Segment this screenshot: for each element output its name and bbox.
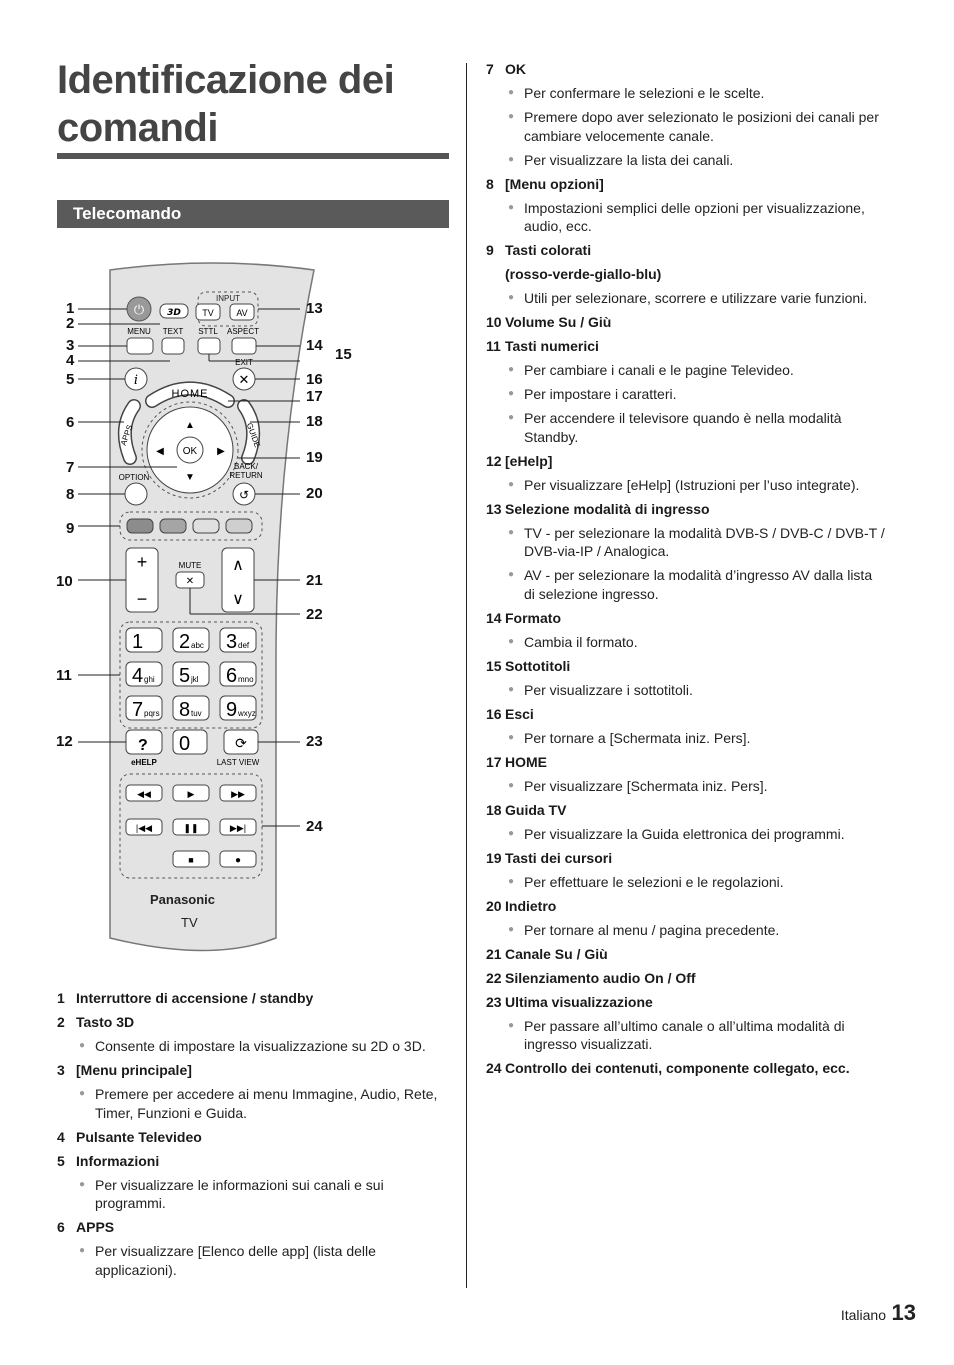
entry-heading: [486, 1059, 886, 1078]
entry-heading: [486, 897, 886, 916]
entry-number: 19: [486, 849, 502, 866]
av-input-label: AV: [236, 308, 248, 318]
bullet-text: Premere per accedere ai menu Immagine, Audio, Rete, Timer, Funzioni e Guida.: [95, 1086, 438, 1121]
sttl-button: [198, 338, 220, 354]
yellow-key: [193, 519, 219, 533]
entry-number: 17: [486, 753, 502, 770]
play-icon: ▶: [187, 789, 195, 799]
channel-down-icon: ∨: [232, 591, 244, 608]
bullet-text: Per tornare al menu / pagina precedente.: [524, 921, 780, 938]
numpad-digit: 8: [179, 699, 191, 721]
entry-title: Selezione modalità di ingresso: [505, 500, 710, 517]
description-list-right: [486, 60, 886, 1083]
bullet-dot-icon: ●: [508, 292, 515, 303]
guide-label: GUIDE: [244, 421, 262, 449]
entry-number: 11: [486, 338, 501, 354]
bullet-text: Per confermare le selezioni e le scelte.: [524, 85, 765, 101]
bullet-item: [486, 566, 886, 603]
bullet-text: Impostazioni semplici delle opzioni per visualizzazione, audio, ecc.: [524, 199, 865, 234]
entry-heading: [486, 241, 886, 260]
fast-forward-icon: ▶▶: [231, 789, 245, 799]
entry-subtitle: [486, 265, 886, 284]
numpad-digit: 7: [132, 699, 144, 721]
bullet-item: [486, 729, 886, 748]
bullet-dot-icon: ●: [508, 111, 515, 122]
bullet-item: [486, 199, 886, 236]
entry-heading: [486, 337, 886, 356]
menu-label: MENU: [127, 327, 151, 336]
blue-key: [226, 519, 252, 533]
entry-number: 5: [57, 1152, 65, 1169]
last-view-icon: ⟳: [235, 735, 247, 751]
entry-title: Tasti colorati: [505, 242, 592, 258]
bullet-item: [486, 409, 886, 446]
bullet-dot-icon: ●: [508, 731, 515, 743]
entry-number: 14: [486, 609, 502, 626]
aspect-button: [232, 338, 256, 354]
entry-title: Indietro: [505, 897, 557, 914]
entry-heading: [57, 1128, 457, 1147]
callout-16: 16: [306, 371, 323, 388]
aspect-label: ASPECT: [226, 327, 260, 336]
stop-icon: ■: [188, 855, 194, 865]
exit-icon: ✕: [238, 372, 250, 387]
option-button: [125, 483, 147, 505]
bullet-item: [57, 1085, 457, 1122]
entry-heading: [486, 609, 886, 628]
description-list-left: [57, 989, 457, 1285]
svg-text:3D: 3D: [167, 308, 181, 318]
cursor-left-icon: ◀: [156, 446, 164, 457]
entry-heading: [486, 969, 886, 988]
entry-title: Formato: [505, 609, 561, 626]
bullet-dot-icon: ●: [508, 779, 515, 791]
bullet-text: TV - per selezionare la modalità DVB-S / DVB-C / DVB-T / DVB-via-IP / Analogica.: [524, 524, 885, 559]
bullet-item: [486, 361, 886, 380]
numpad-letters: wxyz: [238, 709, 256, 718]
callout-13: 13: [306, 300, 323, 317]
entry-title: Silenziamento audio On / Off: [505, 969, 696, 986]
entry-title: Pulsante Televideo: [76, 1128, 202, 1145]
entry-title: HOME: [505, 753, 547, 770]
bullet-dot-icon: ●: [79, 1178, 86, 1190]
entry-heading: [486, 60, 886, 79]
entry-title: Interruttore di accensione / standby: [76, 990, 314, 1006]
callout-5: 5: [66, 371, 75, 388]
entry-title: Ultima visualizzazione: [505, 993, 653, 1010]
bullet-text: Per visualizzare le informazioni sui canali e sui programmi.: [95, 1176, 384, 1211]
callout-22: 22: [306, 606, 323, 623]
entry-number: 20: [486, 897, 502, 914]
entry-heading: [486, 500, 886, 519]
entry-number: 13: [486, 500, 502, 517]
entry-subtitle-text: (rosso-verde-giallo-blu): [505, 266, 662, 282]
callout-4: 4: [66, 352, 75, 369]
entry-heading: [57, 989, 457, 1008]
green-key: [160, 519, 186, 533]
option-label: OPTION: [118, 473, 150, 482]
bullet-item: [57, 1037, 457, 1056]
entry-heading: [486, 849, 886, 868]
entry-number: 1: [57, 990, 65, 1006]
entry-title: OK: [505, 61, 526, 77]
entry-number: 21: [486, 945, 502, 962]
callout-1: 1: [66, 300, 75, 317]
numpad-digit: 3: [226, 631, 238, 653]
numpad-digit: 2: [179, 631, 191, 653]
cursor-right-icon: ▶: [217, 446, 225, 457]
callout-3: 3: [66, 337, 75, 354]
info-icon: i: [133, 373, 139, 388]
bullet-item: [486, 681, 886, 700]
bullet-dot-icon: ●: [508, 364, 515, 375]
bullet-text: Premere dopo aver selezionato le posizioni dei canali per cambiare velocemente canale.: [524, 109, 879, 144]
bullet-text: Per visualizzare la Guida elettronica dei programmi.: [524, 825, 845, 842]
text-label: TEXT: [162, 327, 184, 336]
bullet-text: Per cambiare i canali e le pagine Televideo.: [524, 362, 794, 378]
entry-number: 24: [486, 1060, 502, 1076]
entry-number: 18: [486, 801, 502, 818]
back-label: BACK/: [233, 462, 259, 471]
bullet-item: [486, 289, 886, 308]
entry-number: 16: [486, 705, 502, 722]
entry-heading: [486, 705, 886, 724]
tv-input-label: TV: [202, 308, 214, 318]
lastview-label: LAST VIEW: [216, 758, 260, 767]
record-icon: ●: [234, 855, 242, 866]
callout-8: 8: [66, 486, 75, 503]
entry-heading: [57, 1013, 457, 1032]
callout-23: 23: [306, 733, 323, 750]
entry-title: Volume Su / Giù: [505, 314, 612, 330]
bullet-dot-icon: ●: [508, 569, 515, 580]
bullet-item: [57, 1176, 457, 1213]
bullet-dot-icon: ●: [79, 1088, 86, 1099]
bullet-text: Per passare all’ultimo canale o all’ultima modalità di ingresso visualizzati.: [524, 1017, 845, 1052]
entry-number: 2: [57, 1014, 65, 1030]
bullet-item: [486, 777, 886, 796]
bullet-dot-icon: ●: [508, 526, 515, 538]
bullet-dot-icon: ●: [508, 412, 515, 423]
entry-number: 9: [486, 242, 494, 258]
entry-title: Tasti numerici: [505, 338, 599, 354]
entry-title: Guida TV: [505, 801, 567, 818]
bullet-dot-icon: ●: [508, 827, 515, 839]
bullet-text: AV - per selezionare la modalità d’ingresso AV dalla lista di selezione ingresso.: [524, 567, 873, 602]
bullet-dot-icon: ●: [508, 153, 515, 165]
column-divider: [466, 63, 467, 1288]
entry-heading: [57, 1061, 457, 1080]
sttl-label: STTL: [198, 327, 218, 336]
power-icon: ⏻: [133, 303, 145, 318]
callout-9: 9: [66, 520, 75, 537]
bullet-dot-icon: ●: [508, 875, 515, 887]
bullet-dot-icon: ●: [508, 635, 515, 647]
numpad-letters: mno: [238, 675, 254, 684]
bullet-dot-icon: ●: [508, 478, 515, 490]
mute-icon: ✕: [185, 576, 195, 587]
ehelp-label: eHELP: [131, 758, 157, 767]
bullet-text: Per visualizzare i sottotitoli.: [524, 681, 693, 698]
channel-up-icon: ∧: [232, 557, 244, 574]
numpad-letters: tuv: [191, 709, 202, 718]
remote-control-figure: [52, 258, 362, 958]
numpad-digit: 0: [179, 733, 191, 755]
back-icon: ↺: [238, 488, 250, 502]
bullet-item: [486, 84, 886, 103]
skip-back-icon: |◀◀: [135, 823, 153, 833]
entry-heading: [486, 945, 886, 964]
bullet-text: Per accendere il televisore quando è nella modalità Standby.: [524, 410, 842, 445]
bullet-item: [486, 151, 886, 170]
entry-title: Esci: [505, 705, 534, 722]
entry-heading: [486, 175, 886, 194]
entry-heading: [486, 313, 886, 332]
entry-heading: [486, 657, 886, 676]
cursor-down-icon: ▼: [185, 472, 195, 483]
bullet-item: [486, 825, 886, 844]
entry-number: 15: [486, 657, 502, 674]
numpad-letters: pqrs: [144, 709, 160, 718]
entry-heading: [57, 1152, 457, 1171]
bullet-dot-icon: ●: [508, 1019, 515, 1031]
entry-heading: [57, 1218, 457, 1237]
callout-20: 20: [306, 485, 323, 502]
bullet-dot-icon: ●: [79, 1245, 86, 1256]
entry-title: Sottotitoli: [505, 657, 571, 674]
entry-heading: [486, 993, 886, 1012]
bullet-item: [57, 1242, 457, 1279]
pause-icon: ❚❚: [183, 823, 199, 833]
entry-title: Canale Su / Giù: [505, 945, 608, 962]
section-heading: Telecomando: [57, 200, 449, 228]
volume-down-icon: −: [136, 589, 148, 609]
bullet-dot-icon: ●: [508, 923, 515, 935]
bullet-text: Consente di impostare la visualizzazione su 2D o 3D.: [95, 1038, 426, 1054]
bullet-item: [486, 921, 886, 940]
bullet-item: [486, 1017, 886, 1054]
entry-number: 22: [486, 969, 502, 986]
entry-number: 8: [486, 175, 494, 192]
numpad-digit: 5: [179, 665, 191, 687]
entry-heading: [486, 452, 886, 471]
callout-12: 12: [56, 733, 73, 750]
numpad-digit: 4: [132, 665, 144, 687]
entry-title: Controllo dei contenuti, componente collegato, ecc.: [505, 1060, 850, 1076]
callout-6: 6: [66, 414, 75, 431]
title-rule: [57, 153, 449, 159]
entry-title: [eHelp]: [505, 452, 553, 469]
text-button: [162, 338, 184, 354]
callout-2: 2: [66, 315, 75, 332]
entry-heading: [486, 801, 886, 820]
callout-19: 19: [306, 449, 323, 466]
callout-21: 21: [306, 572, 323, 589]
bullet-dot-icon: ●: [508, 201, 515, 213]
mute-label: MUTE: [178, 561, 202, 570]
bullet-dot-icon: ●: [508, 87, 515, 98]
callout-7: 7: [66, 459, 75, 476]
bullet-item: [486, 633, 886, 652]
numpad-letters: def: [238, 641, 250, 650]
callout-11: 11: [56, 667, 72, 684]
bullet-dot-icon: ●: [79, 1040, 86, 1051]
home-label: HOME: [171, 388, 209, 400]
apps-label: APPS: [118, 423, 135, 447]
bullet-text: Per visualizzare la lista dei canali.: [524, 151, 734, 168]
volume-up-icon: +: [136, 552, 148, 572]
bullet-text: Per visualizzare [Elenco delle app] (lista delle applicazioni).: [95, 1243, 376, 1278]
bullet-dot-icon: ●: [508, 388, 515, 399]
bullet-item: [486, 524, 886, 561]
return-label: RETURN: [229, 471, 263, 480]
bullet-text: Cambia il formato.: [524, 633, 638, 650]
bullet-text: Per visualizzare [eHelp] (Istruzioni per l’uso integrate).: [524, 476, 860, 493]
bullet-item: [486, 476, 886, 495]
model-label: TV: [181, 915, 198, 930]
numpad-letters: abc: [191, 641, 204, 650]
bullet-text: Utili per selezionare, scorrere e utilizzare varie funzioni.: [524, 290, 868, 306]
bullet-item: [486, 385, 886, 404]
entry-number: 6: [57, 1219, 65, 1235]
bullet-dot-icon: ●: [508, 683, 515, 695]
brand-logo: Panasonic: [150, 892, 216, 907]
ok-label: OK: [182, 446, 198, 457]
entry-number: 12: [486, 452, 502, 469]
red-key: [127, 519, 153, 533]
footer-language: Italiano: [840, 1307, 886, 1323]
entry-title: Tasti dei cursori: [505, 849, 613, 866]
numpad-digit: 1: [132, 631, 144, 653]
bullet-text: Per impostare i caratteri.: [524, 386, 677, 402]
entry-heading: [486, 753, 886, 772]
entry-indent: [486, 265, 505, 284]
callout-24: 24: [306, 818, 323, 835]
entry-number: 4: [57, 1128, 65, 1145]
entry-number: 10: [486, 314, 502, 330]
entry-title: [Menu principale]: [76, 1062, 192, 1078]
bullet-text: Per visualizzare [Schermata iniz. Pers].: [524, 777, 768, 794]
entry-title: [Menu opzioni]: [505, 175, 604, 192]
numpad-digit: ?: [138, 737, 148, 754]
numpad-digit: 6: [226, 665, 238, 687]
entry-title: Informazioni: [76, 1152, 160, 1169]
page-title: Identificazione dei comandi: [57, 58, 395, 150]
exit-label: EXIT: [235, 358, 253, 367]
callout-14: 14: [306, 337, 323, 354]
rewind-icon: ◀◀: [137, 789, 151, 799]
entry-title: Tasto 3D: [76, 1014, 135, 1030]
callout-10: 10: [56, 573, 73, 590]
numpad-digit: 9: [226, 699, 238, 721]
numpad-letters: ghi: [144, 675, 155, 684]
bullet-text: Per tornare a [Schermata iniz. Pers].: [524, 729, 751, 746]
callout-18: 18: [306, 413, 323, 430]
bullet-text: Per effettuare le selezioni e le regolazioni.: [524, 873, 784, 890]
cursor-up-icon: ▲: [185, 420, 195, 431]
bullet-item: [486, 108, 886, 145]
callout-17: 17: [306, 388, 323, 405]
numpad-letters: jkl: [191, 675, 199, 684]
entry-number: 23: [486, 993, 502, 1010]
bullet-item: [486, 873, 886, 892]
entry-number: 7: [486, 61, 494, 77]
entry-title: APPS: [76, 1219, 115, 1235]
skip-forward-icon: ▶▶|: [229, 823, 247, 833]
page-number: 13: [891, 1300, 916, 1325]
input-label: INPUT: [216, 294, 240, 303]
menu-button: [127, 338, 153, 354]
entry-number: 3: [57, 1062, 65, 1078]
callout-15: 15: [335, 346, 352, 363]
